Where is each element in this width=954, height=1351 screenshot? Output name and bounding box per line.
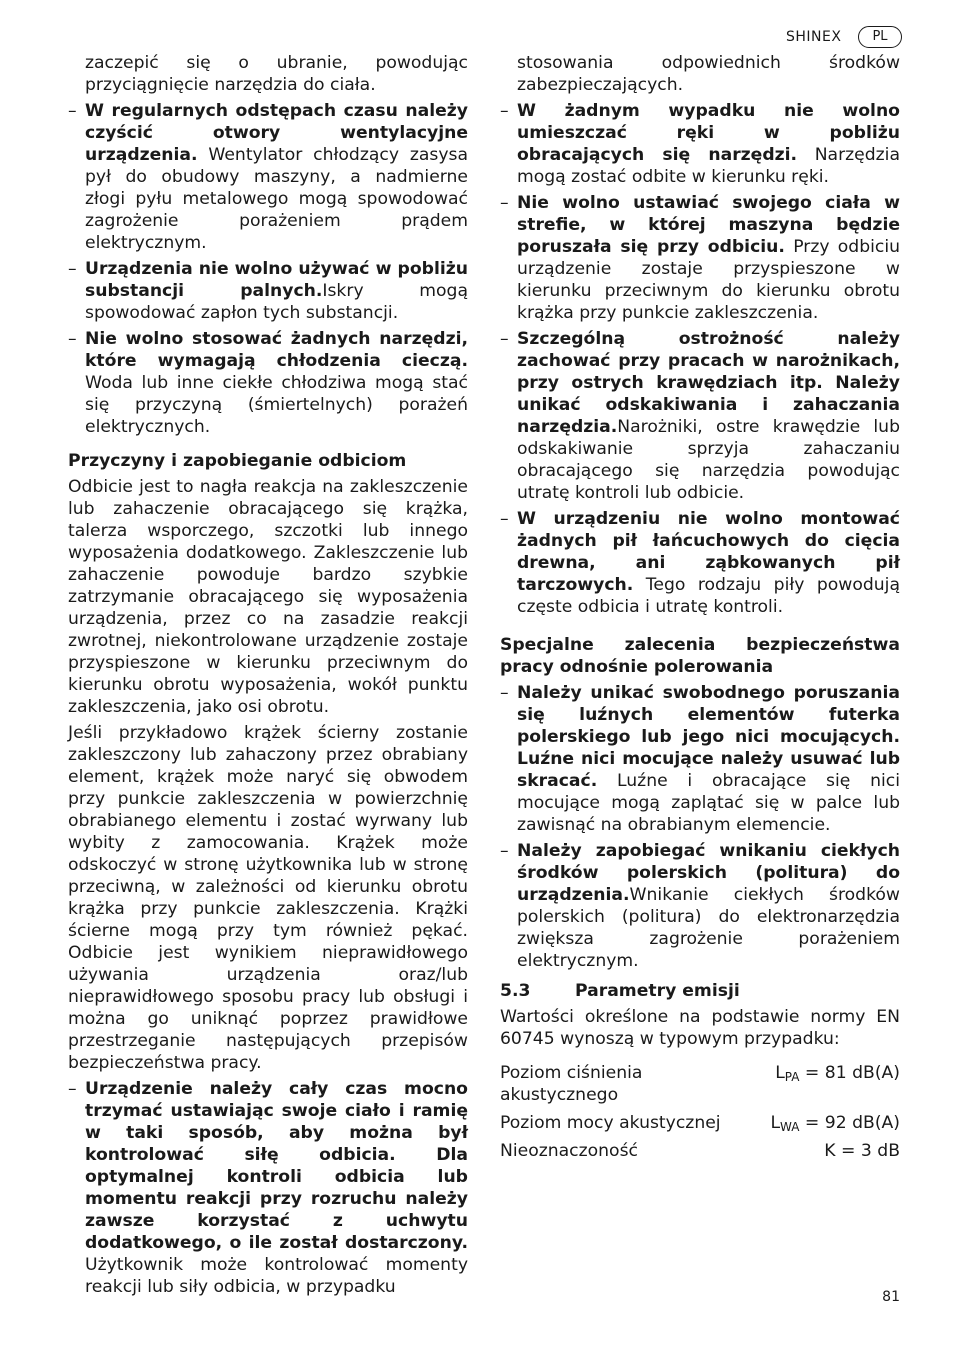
emission-label: Poziom ciśnienia akustycznego <box>500 1063 643 1105</box>
dash-bullet: – <box>68 101 77 121</box>
emission-value: K = 3 dB <box>824 1141 900 1161</box>
dash-bullet: – <box>500 101 509 121</box>
language-badge: PL <box>858 26 902 48</box>
brand-name: SHINEX <box>786 29 842 45</box>
list-item <box>500 508 900 618</box>
item-text: Użytkownik może kontrolować momenty reakcji lub siły odbicia, w przypadku <box>85 1255 468 1297</box>
section-5-3-heading <box>500 980 900 1002</box>
dash-bullet: – <box>500 509 509 529</box>
page-header <box>780 26 902 48</box>
list-item <box>500 192 900 324</box>
section-title: Parametry emisji <box>575 981 740 1001</box>
section-number: 5.3 <box>500 981 531 1001</box>
dash-bullet: – <box>68 259 77 279</box>
item-text: Woda lub inne ciekłe chłodziwa mogą stać się przyczyną (śmiertelnych) porażeń elektrycznych. <box>85 373 468 437</box>
table-row <box>500 1062 900 1112</box>
item-bold: W regularnych odstępach czasu należy czyścić otwory wentylacyjne urządzenia. <box>85 101 468 165</box>
item-text: Iskry mogą spowodować zapłon tych substancji. <box>85 281 468 323</box>
item-bold: Urządzenia nie wolno używać w pobliżu substancji palnych. <box>85 259 468 301</box>
item-text: Przy odbiciu urządzenie zostaje przyspieszone w kierunku przeciwnym do kierunku obrotu krążka przy punkcie zakleszczenia. <box>517 237 901 323</box>
section-heading: Przyczyny i zapobieganie odbiciom <box>68 451 407 471</box>
page-number: 81 <box>882 1289 900 1305</box>
list-item <box>68 328 468 438</box>
paragraph: Odbicie jest to nagła reakcja na zakleszczenie lub zahaczenie obracającego się krążka, talerza wsporczego, szczotki lub innego wyposażenia dodatkowego. Zakleszczenie lub zahaczenie powoduje bardzo szybkie zatrzymanie obracającego się wyposażenia urządzenia, przez co na zasadzie reakcji zwrotnej, niekontrolowane urządzenie zostaje przyspieszone w kierunku przeciwnym do kierunku obrotu wyposażenia, wokół punktu zakleszczenia, jako osi obrotu. <box>68 477 468 717</box>
left-column <box>68 52 468 1302</box>
item-text: Narożniki, ostre krawędzie lub odskakiwanie sprzyja zahaczaniu obracającego się narzędzia powodując utratę kontroli lub odbicie. <box>517 417 900 503</box>
dash-bullet: – <box>500 841 509 861</box>
table-row <box>500 1112 900 1140</box>
list-item <box>500 100 900 188</box>
item-bold: Należy zapobiegać wnikaniu ciekłych środków polerskich (politura) do urządzenia. <box>517 841 900 905</box>
item-text: Wnikanie ciekłych środków polerskich (politura) do elektronarzędzia zwiększa zagrożenie porażeniem elektrycznym. <box>517 885 900 971</box>
dash-bullet: – <box>500 193 509 213</box>
list-item <box>68 1078 468 1298</box>
item-bold: Szczególną ostrożność należy zachować przy pracach w narożnikach, przy ostrych krawędziach itp. Należy unikać odskakiwania i zahaczania narzędzia. <box>517 329 900 437</box>
list-item <box>500 682 900 836</box>
dash-bullet: – <box>500 683 509 703</box>
section-heading: Specjalne zalecenia bezpieczeństwa pracy odnośnie polerowania <box>500 635 900 677</box>
item-text: Tego rodzaju piły powodują częste odbicia i utratę kontroli. <box>517 575 900 617</box>
dash-bullet: – <box>68 329 77 349</box>
item-text: Wentylator chłodzący zasysa pył do obudowy maszyny, a nadmierne złogi pyłu metalowego mogą spowodować zagrożenie porażeniem prądem elektrycznym. <box>85 145 468 253</box>
dash-bullet: – <box>68 1079 77 1099</box>
item-bold: Nie wolno ustawiać swojego ciała w strefie, w której maszyna będzie poruszała się przy odbiciu. <box>517 193 900 257</box>
item-bold: W żadnym wypadku nie wolno umieszczać ręki w pobliżu obracających się narzędzi. <box>517 101 900 165</box>
emission-label: Poziom mocy akustycznej <box>500 1113 721 1133</box>
list-item <box>500 328 900 504</box>
list-item <box>500 840 900 972</box>
emission-value: $L_{WA} = 92$ dB(A) <box>770 1113 900 1134</box>
item-bold: Należy unikać swobodnego poruszania się luźnych elementów futerka polerskiego lub jego nici mocujących. Luźne nici mocujące należy usuwać lub skracać. <box>517 683 900 791</box>
list-item <box>68 258 468 324</box>
continued-text: zaczepić się o ubranie, powodując przyciągnięcie narzędzia do ciała. <box>85 53 468 95</box>
emission-table <box>500 1062 900 1168</box>
item-bold: Urządzenie należy cały czas mocno trzymać ustawiając swoje ciało i ramię w taki sposób, aby można był kontrolować siłę odbicia. Dla optymalnej kontroli odbicia lub momentu reakcji przy rozruchu należy zawsze korzystać z uchwytu dodatkowego, o ile został dostarczony. <box>85 1079 468 1253</box>
continued-text: stosowania odpowiednich środków zabezpieczających. <box>517 53 900 95</box>
paragraph: Wartości określone na podstawie normy EN 60745 wynoszą w typowym przypadku: <box>500 1007 900 1049</box>
item-text: Luźne i obracające się nici mocujące mogą zaplątać się w palce lub zawisnąć na obrabianym elemencie. <box>517 771 900 835</box>
item-text: Narzędzia mogą zostać odbite w kierunku ręki. <box>517 145 900 187</box>
paragraph: Jeśli przykładowo krążek ścierny zostanie zakleszczony lub zahaczony przez obrabiany element, krążek może naryć się obwodem przy punkcie zakleszczenia w powierzchnię obrabianego elementu i zostać wyrwany lub wybity z zamocowania. Krążek może odskoczyć w stronę użytkownika lub w stronę przeciwną, w zależności od kierunku obrotu krążka przy punkcie zakleszczenia. Krążki ścierne mogą przy tym również pękać. Odbicie jest wynikiem nieprawidłowego używania urządzenia oraz/lub nieprawidłowego sposobu pracy lub obsługi i można go uniknąć poprzez prawidłowe przestrzeganie następujących przepisów bezpieczeństwa pracy. <box>68 723 468 1073</box>
emission-value: $L_{PA} = 81$ dB(A) <box>775 1063 900 1084</box>
item-bold: Nie wolno stosować żadnych narzędzi, które wymagają chłodzenia cieczą. <box>85 329 468 371</box>
emission-label: Nieoznaczoność <box>500 1141 638 1161</box>
dash-bullet: – <box>500 329 509 349</box>
right-column <box>500 52 900 1168</box>
list-item <box>68 100 468 254</box>
item-bold: W urządzeniu nie wolno montować żadnych pił łańcuchowych do cięcia drewna, ani ząbkowanych pił tarczowych. <box>517 509 900 595</box>
table-row <box>500 1140 900 1168</box>
